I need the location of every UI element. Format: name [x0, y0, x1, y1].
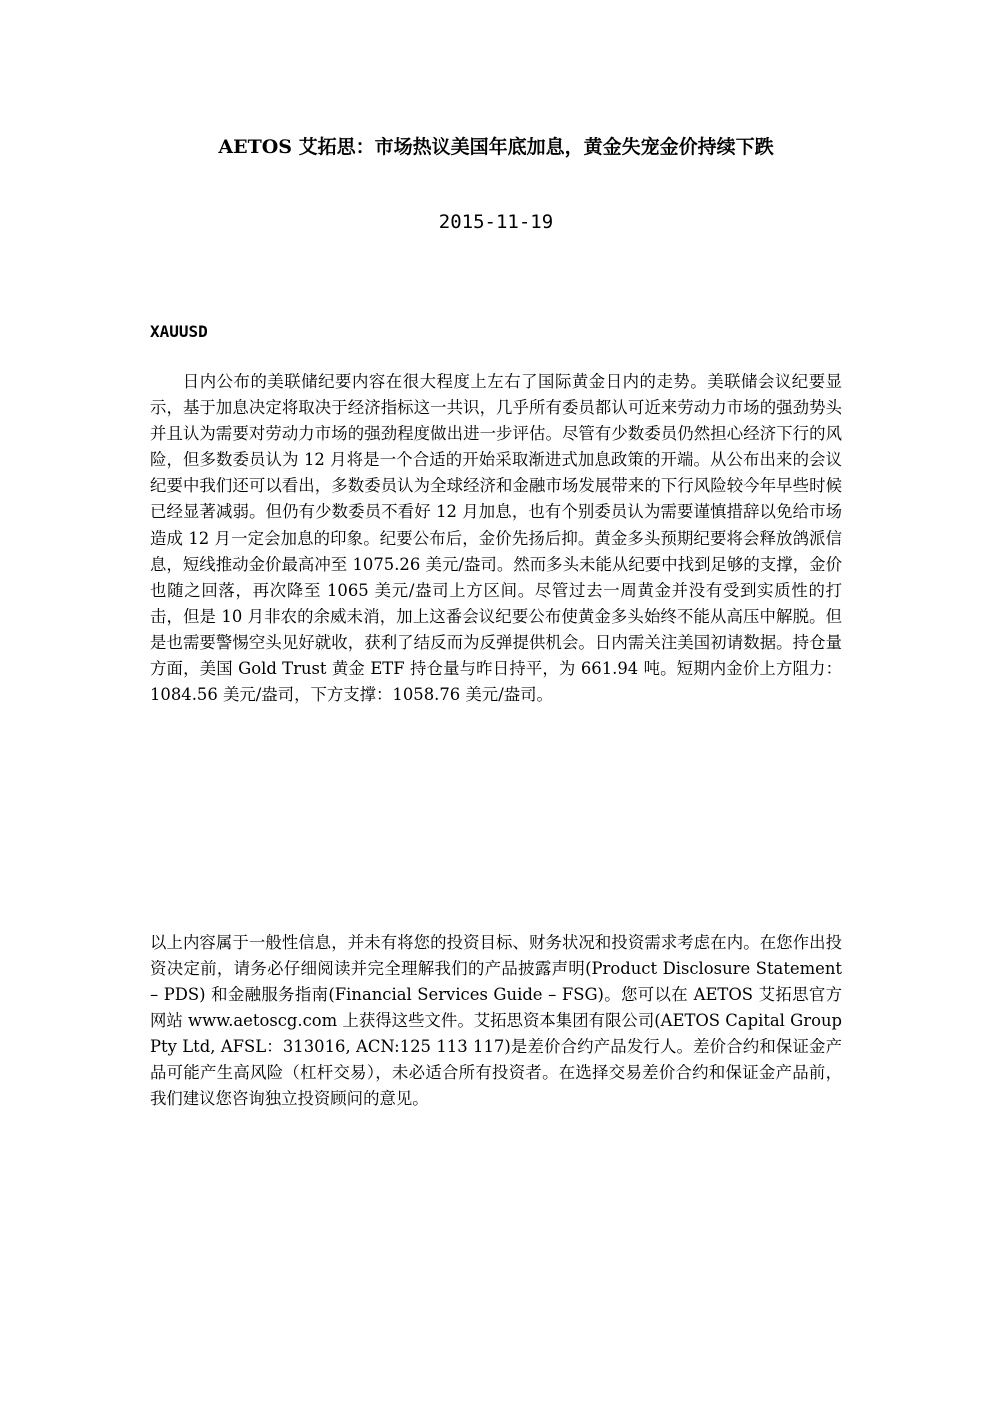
document-title: AETOS 艾拓思：市场热议美国年底加息，黄金失宠金价持续下跌: [218, 136, 774, 158]
instrument-symbol: XAUUSD: [150, 322, 208, 341]
risk-disclaimer: 以上内容属于一般性信息，并未有将您的投资目标、财务状况和投资需求考虑在内。在您作出投资决定前，请务必仔细阅读并完全理解我们的产品披露声明(Product Disclosure Statement – PDS) 和金融服务指南(Financial Services Guide – FSG)。您可以在 AETOS 艾拓思官方网站 www.aetoscg.com 上获得这些文件。艾拓思资本集团有限公司(AETOS Capital Group Pty Ltd, AFSL：313016, ACN:125 113 117)是差价合约产品发行人。差价合约和保证金产品可能产生高风险（杠杆交易），未必适合所有投资者。在选择交易差价合约和保证金产品前，我们建议您咨询独立投资顾问的意见。: [150, 933, 842, 1108]
publish-date: 2015-11-19: [438, 211, 554, 233]
analysis-paragraph: 日内公布的美联储纪要内容在很大程度上左右了国际黄金日内的走势。美联储会议纪要显示，基于加息决定将取决于经济指标这一共识，几乎所有委员都认可近来劳动力市场的强劲势头并且认为需要对劳动力市场的强劲程度做出进一步评估。尽管有少数委员仍然担心经济下行的风险，但多数委员认为 12 月将是一个合适的开始采取渐进式加息政策的开端。从公布出来的会议纪要中我们还可以看出，多数委员认为全球经济和金融市场发展带来的下行风险较今年早些时候已经显著减弱。但仍有少数委员不看好 12 月加息，也有个别委员认为需要谨慎措辞以免给市场造成 12 月一定会加息的印象。纪要公布后，金价先扬后抑。黄金多头预期纪要将会释放鸽派信息，短线推动金价最高冲至 1075.26 美元/盎司。然而多头未能从纪要中找到足够的支撑，金价也随之回落，再次降至 1065 美元/盎司上方区间。尽管过去一周黄金并没有受到实质性的打击，但是 10 月非农的余威未消，加上这番会议纪要公布使黄金多头始终不能从高压中解脱。但是也需要警惕空头见好就收，获利了结反而为反弹提供机会。日内需关注美国初请数据。持仓量方面，美国 Gold Trust 黄金 ETF 持仓量与昨日持平，为 661.94 吨。短期内金价上方阻力：1084.56 美元/盎司，下方支撑：1058.76 美元/盎司。: [150, 372, 842, 705]
